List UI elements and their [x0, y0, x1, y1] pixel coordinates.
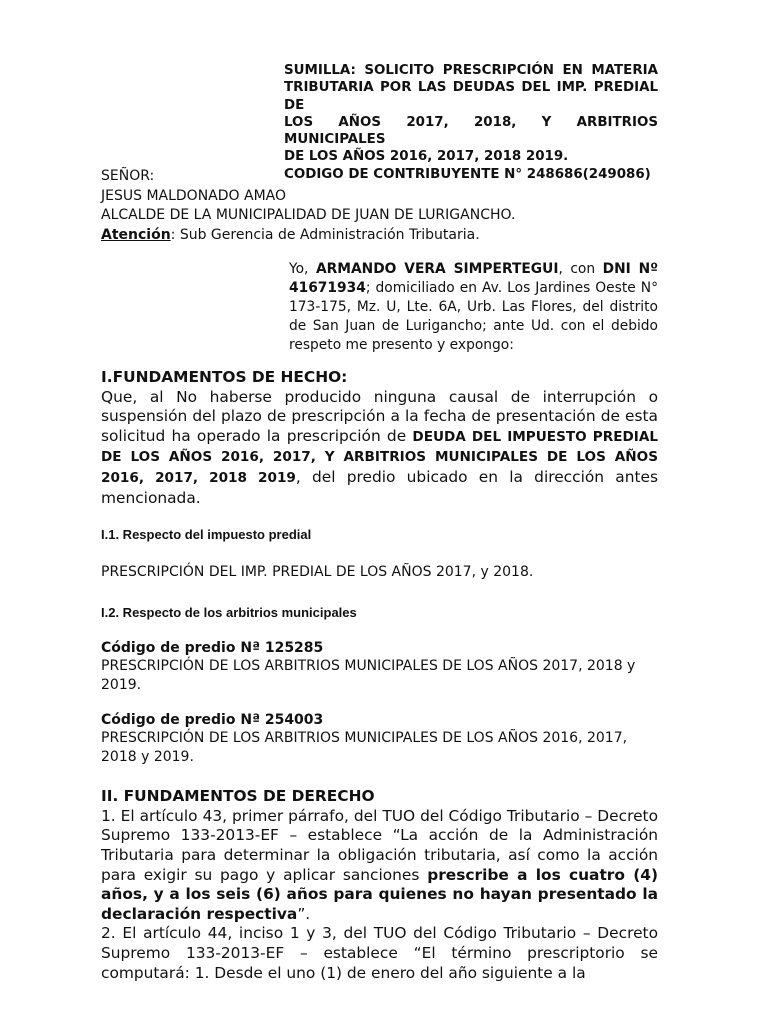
- document-body: [101, 368, 658, 983]
- intro-paragraph: [289, 260, 658, 355]
- sumilla-line: LOS AÑOS 2017, 2018, Y ARBITRIOS MUNICIPALES: [284, 114, 658, 148]
- addressee-block: [101, 167, 661, 245]
- predial-text: PRESCRIPCIÓN DEL IMP. PREDIAL DE LOS AÑOS 2017, y 2018.: [101, 564, 534, 581]
- arbitrios-text: PRESCRIPCIÓN DE LOS ARBITRIOS MUNICIPALES DE LOS AÑOS 2016, 2017, 2018 y 2019.: [101, 730, 628, 766]
- derecho-text: 1. El artículo 43, primer párrafo, del TUO del Código Tributario – Decreto Supremo 133-2013-EF – establece “La acción de la Administración Tributaria para determinar la obligación tributaria, así como la acción para exigir su pago y aplicar sanciones: [101, 806, 658, 884]
- salutation: SEÑOR:: [101, 168, 155, 184]
- hecho-bold-text: DEUDA DEL IMPUESTO PREDIAL DE LOS AÑOS 2016, 2017, Y ARBITRIOS MUNICIPALES DE LOS AÑOS 2016, 2017, 2018 2019: [101, 428, 659, 486]
- taxpayer-code: CODIGO DE CONTRIBUYENTE N° 248686(249086): [284, 166, 651, 182]
- derecho-text: ”.: [297, 904, 311, 923]
- intro-text: Yo,: [289, 261, 316, 277]
- derecho-bold-text: prescribe a los cuatro (4) años, y a los seis (6) años para quienes no hayan presentado la declaración respectiva: [101, 865, 658, 923]
- addressee-name: JESUS MALDONADO AMAO: [101, 187, 287, 204]
- sumilla-block: [284, 62, 658, 183]
- attention-text: : Sub Gerencia de Administración Tributaria.: [170, 226, 480, 243]
- intro-text: , con: [558, 261, 603, 277]
- hecho-text: Que, al No haberse producido ninguna causal de interrupción o suspensión del plazo de prescripción a la fecha de presentación de esta solicitud ha operado la prescripción de: [101, 387, 658, 445]
- attention-label: Atención: [101, 226, 171, 243]
- sumilla-line: TRIBUTARIA POR LAS DEUDAS DEL IMP. PREDIAL DE: [284, 80, 658, 113]
- property-code: Código de predio Nª 125285: [101, 640, 324, 657]
- hecho-paragraph: [101, 388, 658, 509]
- section-heading-hecho: I.FUNDAMENTOS DE HECHO:: [101, 368, 348, 386]
- intro-text: ; domiciliado en Av. Los Jardines Oeste N° 173-175, Mz. U, Lte. 6A, Urb. Las Flores, del distrito de San Juan de Lurigancho; ante Ud. con el debido respeto me presento y expongo:: [289, 280, 658, 353]
- arbitrios-text: PRESCRIPCIÓN DE LOS ARBITRIOS MUNICIPALES DE LOS AÑOS 2017, 2018 y 2019.: [101, 658, 636, 694]
- attention-line: [101, 226, 661, 246]
- derecho-paragraph-2: 2. El artículo 44, inciso 1 y 3, del TUO del Código Tributario – Decreto Supremo 133-2013-EF – establece “El término prescriptorio se computará: 1. Desde el uno (1) de enero del año siguiente a la: [101, 924, 658, 982]
- hecho-text: , del predio ubicado en la dirección antes mencionada.: [101, 467, 658, 507]
- property-code: Código de predio Nª 254003: [101, 712, 324, 729]
- sumilla-line: SUMILLA: SOLICITO PRESCRIPCIÓN EN MATERIA: [284, 63, 658, 78]
- subsection-heading-predial: I.1. Respecto del impuesto predial: [101, 527, 312, 543]
- sumilla-line: DE LOS AÑOS 2016, 2017, 2018 2019.: [284, 149, 569, 165]
- section-heading-derecho: II. FUNDAMENTOS DE DERECHO: [101, 787, 375, 806]
- applicant-name: ARMANDO VERA SIMPERTEGUI: [315, 261, 559, 277]
- derecho-paragraph-1: [101, 807, 658, 925]
- applicant-dni: DNI Nº 41671934: [289, 261, 659, 296]
- subsection-heading-arbitrios: I.2. Respecto de los arbitrios municipales: [101, 605, 357, 621]
- addressee-position: ALCALDE DE LA MUNICIPALIDAD DE JUAN DE LURIGANCHO.: [101, 207, 516, 223]
